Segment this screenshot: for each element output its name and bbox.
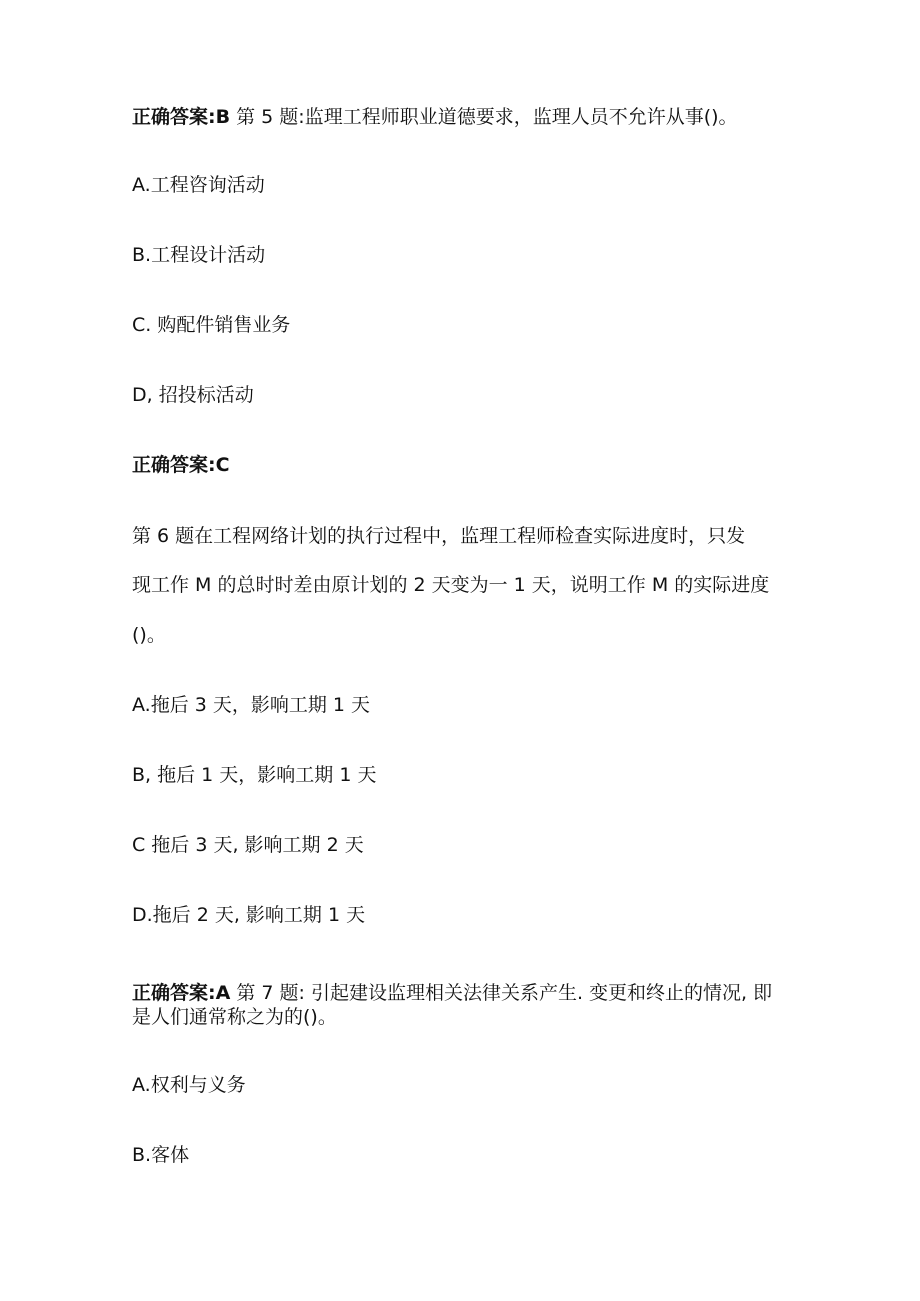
q6-correct-answer: 正确答案:A (132, 982, 231, 1004)
q5-question-text: 第 5 题:监理工程师职业道德要求，监理人员不允许从事()。 (236, 106, 738, 128)
q4-answer-and-q5-question (132, 105, 738, 129)
q7-question-line-1: 第 7 题: 引起建设监理相关法律关系产生. 变更和终止的情况, 即 (236, 982, 773, 1004)
q7-question-line-2: 是人们通常称之为的()。 (132, 1006, 337, 1028)
q5-option-a: A.工程咨询活动 (132, 174, 265, 196)
q7-option-a: A.权利与义务 (132, 1074, 246, 1096)
q6-answer-and-q7-question (132, 981, 772, 1005)
q5-option-d: D, 招投标活动 (132, 384, 254, 406)
q6-option-b: B, 拖后 1 天，影响工期 1 天 (132, 764, 377, 786)
q5-option-b: B.工程设计活动 (132, 244, 266, 266)
q6-option-c: C 拖后 3 天, 影响工期 2 天 (132, 834, 364, 856)
q6-question-line-2: 现工作 M 的总时时差由原计划的 2 天变为一 1 天，说明工作 M 的实际进度 (132, 574, 770, 596)
q5-option-c: C. 购配件销售业务 (132, 314, 291, 336)
q4-correct-answer: 正确答案:B (132, 106, 231, 128)
q5-correct-answer: 正确答案:C (132, 454, 230, 476)
q6-question-line-3: ()。 (132, 624, 166, 646)
q6-option-d: D.拖后 2 天, 影响工期 1 天 (132, 904, 366, 926)
q6-option-a: A.拖后 3 天，影响工期 1 天 (132, 694, 371, 716)
q6-question-line-1: 第 6 题在工程网络计划的执行过程中，监理工程师检查实际进度时，只发 (132, 525, 746, 547)
q7-option-b: B.客体 (132, 1144, 190, 1166)
